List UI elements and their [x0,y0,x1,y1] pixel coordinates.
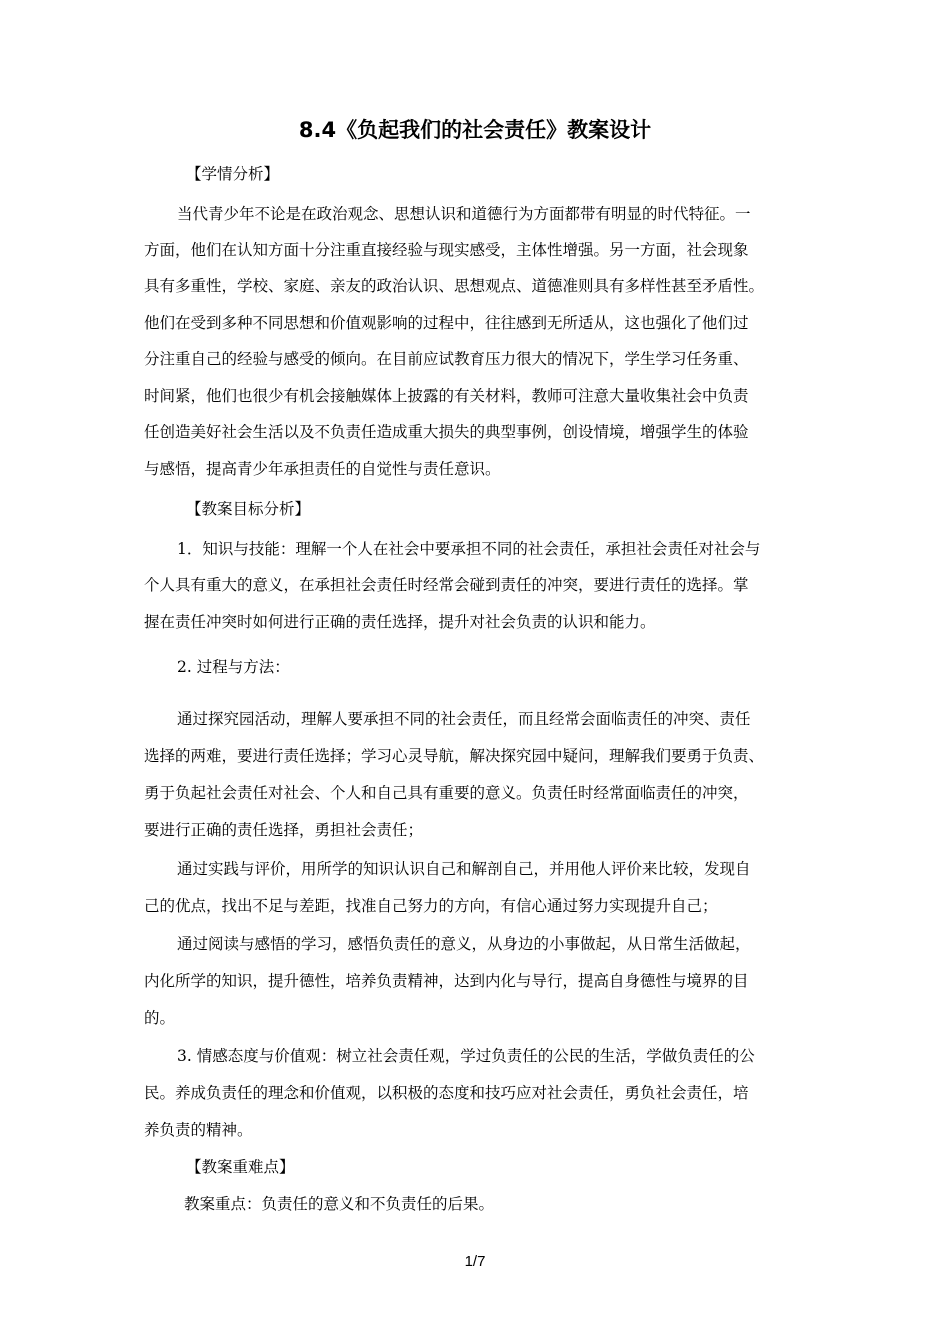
paragraph-line: 选择的两难，要进行责任选择；学习心灵导航，解决探究园中疑问，理解我们要勇于负责、 [144,747,765,765]
paragraph-line: 个人具有重大的意义，在承担社会责任时经常会碰到责任的冲突，要进行责任的选择。掌 [144,576,749,594]
section-heading-objectives: 【教案目标分析】 [186,500,311,518]
paragraph-line: 通过实践与评价，用所学的知识认识自己和解剖自己，并用他人评价来比较，发现自 [177,860,751,878]
paragraph-line: 勇于负起社会责任对社会、个人和自己具有重要的意义。负责任时经常面临责任的冲突， [144,784,749,802]
paragraph-line: 教案重点：负责任的意义和不负责任的后果。 [184,1195,495,1213]
paragraph-line: 1．知识与技能：理解一个人在社会中要承担不同的社会责任，承担社会责任对社会与 [177,540,761,558]
document-title: 8.4《负起我们的社会责任》教案设计 [298,118,652,142]
paragraph-line: 3. 情感态度与价值观：树立社会责任观，学过负责任的公民的生活，学做负责任的公 [177,1047,755,1065]
paragraph-line: 方面，他们在认知方面十分注重直接经验与现实感受，主体性增强。另一方面，社会现象 [144,241,749,259]
section-heading-key-points: 【教案重难点】 [186,1158,295,1176]
paragraph-line: 分注重自己的经验与感受的倾向。在目前应试教育压力很大的情况下，学生学习任务重、 [144,350,749,368]
paragraph-line: 通过探究园活动，理解人要承担不同的社会责任，而且经常会面临责任的冲突、责任 [177,710,751,728]
paragraph-line: 当代青少年不论是在政治观念、思想认识和道德行为方面都带有明显的时代特征。一 [177,205,751,223]
paragraph-line: 具有多重性，学校、家庭、亲友的政治认识、思想观点、道德准则具有多样性甚至矛盾性。 [144,277,765,295]
paragraph-line: 握在责任冲突时如何进行正确的责任选择，提升对社会负责的认识和能力。 [144,613,656,631]
paragraph-line: 他们在受到多种不同思想和价值观影响的过程中，往往感到无所适从，这也强化了他们过 [144,314,749,332]
paragraph-line: 与感悟，提高青少年承担责任的自觉性与责任意识。 [144,460,501,478]
paragraph-line: 通过阅读与感悟的学习，感悟负责任的意义，从身边的小事做起，从日常生活做起， [177,935,751,953]
paragraph-line: 养负责的精神。 [144,1121,253,1139]
page-number: 1/7 [464,1253,486,1270]
paragraph-line: 己的优点，找出不足与差距，找准自己努力的方向，有信心通过努力实现提升自己； [144,897,718,915]
paragraph-line: 的。 [144,1009,176,1027]
subheading-process-method: 2. 过程与方法： [177,658,290,676]
paragraph-line: 时间紧，他们也很少有机会接触媒体上披露的有关材料，教师可注意大量收集社会中负责 [144,387,749,405]
paragraph-line: 要进行正确的责任选择，勇担社会责任； [144,821,424,839]
paragraph-line: 任创造美好社会生活以及不负责任造成重大损失的典型事例，创设情境，增强学生的体验 [144,423,749,441]
section-heading-student-analysis: 【学情分析】 [186,165,280,183]
paragraph-line: 内化所学的知识，提升德性，培养负责精神，达到内化与导行，提高自身德性与境界的目 [144,972,749,990]
paragraph-line: 民。养成负责任的理念和价值观，以积极的态度和技巧应对社会责任，勇负社会责任，培 [144,1084,749,1102]
